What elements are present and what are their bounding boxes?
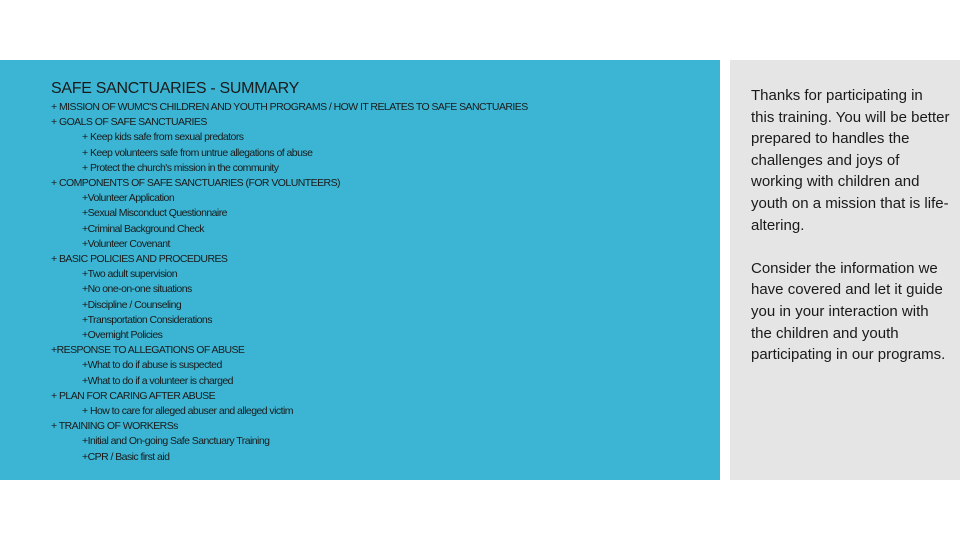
summary-panel xyxy=(0,60,720,480)
outline-subitem: +No one-on-one situations xyxy=(82,283,192,296)
outline-subitem: +Volunteer Covenant xyxy=(82,237,170,250)
outline-item-goals: + GOALS OF SAFE SANCTUARIES xyxy=(51,116,207,129)
outline-subitem: +What to do if a volunteer is charged xyxy=(82,374,233,387)
outline-subitem: +Criminal Background Check xyxy=(82,222,204,235)
outline-item-training: + TRAINING OF WORKERSs xyxy=(51,420,178,433)
closing-paragraph-consider: Consider the information we have covered and let it guide you in your interaction with the children and youth participating in our programs. xyxy=(751,259,946,364)
outline-item-policies: + BASIC POLICIES AND PROCEDURES xyxy=(51,253,228,266)
outline-subitem: + How to care for alleged abuser and alleged victim xyxy=(82,405,293,418)
summary-title: SAFE SANCTUARIES - SUMMARY xyxy=(51,80,299,97)
outline-subitem: + Keep volunteers safe from untrue allegations of abuse xyxy=(82,146,313,159)
outline-item-components: + COMPONENTS OF SAFE SANCTUARIES (FOR VOLUNTEERS) xyxy=(51,177,340,190)
outline-item-mission: + MISSION OF WUMC'S CHILDREN AND YOUTH PROGRAMS / HOW IT RELATES TO SAFE SANCTUARIES xyxy=(51,101,528,113)
outline-subitem: +Two adult supervision xyxy=(82,268,178,281)
outline-subitem: +CPR / Basic first aid xyxy=(82,450,170,463)
outline-subitem: + Protect the church's mission in the community xyxy=(82,161,279,174)
summary-outline xyxy=(51,100,720,465)
outline-item-response: +RESPONSE TO ALLEGATIONS OF ABUSE xyxy=(51,344,245,357)
outline-subitem: +Sexual Misconduct Questionnaire xyxy=(82,207,227,220)
outline-subitem: +Initial and On-going Safe Sanctuary Training xyxy=(82,435,270,448)
closing-notes-panel xyxy=(730,60,960,480)
outline-subitem: +Volunteer Application xyxy=(82,192,175,205)
outline-item-plan: + PLAN FOR CARING AFTER ABUSE xyxy=(51,389,216,402)
outline-subitem: +Overnight Policies xyxy=(82,329,163,342)
closing-paragraph-thanks: Thanks for participating in this training. You will be better prepared to handles the challenges and joys of working with children and youth on a mission that is life-altering. xyxy=(751,87,950,234)
outline-subitem: +Discipline / Counseling xyxy=(82,298,182,311)
outline-subitem: + Keep kids safe from sexual predators xyxy=(82,131,244,144)
outline-subitem: +Transportation Considerations xyxy=(82,313,212,326)
outline-subitem: +What to do if abuse is suspected xyxy=(82,359,222,372)
